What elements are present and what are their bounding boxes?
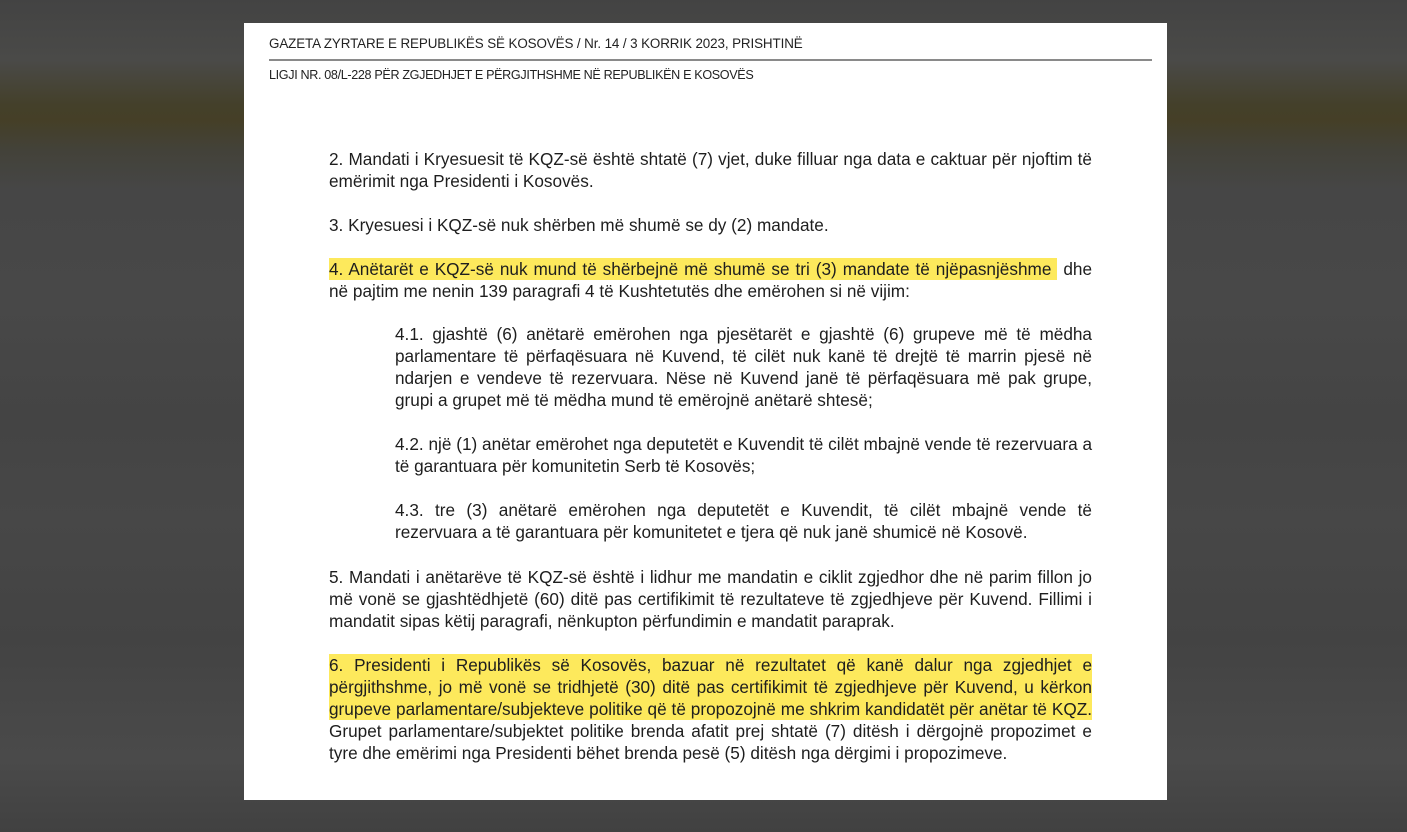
- law-title: LIGJI NR. 08/L-228 PËR ZGJEDHJET E PËRGJITHSHME NË REPUBLIKËN E KOSOVËS: [269, 68, 754, 82]
- paragraph-4-3: 4.3. tre (3) anëtarë emërohen nga deputetët e Kuvendit, të cilët mbajnë vende të rezervuara a të garantuara për komunitetet e tjera që nuk janë shumicë në Kosovë.: [395, 500, 1092, 542]
- paragraph-2: 2. Mandati i Kryesuesit të KQZ-së është shtatë (7) vjet, duke filluar nga data e caktuar për njoftim të emërimit nga Presidenti i Kosovës.: [329, 149, 1092, 191]
- paragraph-4-2: 4.2. një (1) anëtar emërohet nga deputetët e Kuvendit të cilët mbajnë vende të rezervuara a të garantuara për komunitetin Serb të Kosovës;: [395, 434, 1092, 476]
- paragraph-5: 5. Mandati i anëtarëve të KQZ-së është i lidhur me mandatin e ciklit zgjedhor dhe në parim fillon jo më vonë se gjashtëdhjetë (60) ditë pas certifikimit të rezultateve të zgjedhjeve për Kuvend. Fillimi i mandatit sipas këtij paragrafi, nënkupton përfundimin e mandatit paraprak.: [329, 567, 1092, 631]
- header-divider: [269, 59, 1152, 61]
- paragraph-6-rest: Grupet parlamentare/subjektet politike brenda afatit prej shtatë (7) ditësh i dërgojnë propozimet e tyre dhe emërimi nga Presidenti bëhet brenda pesë (5) ditësh nga dërgimi i propozimeve.: [329, 721, 1092, 763]
- document-page: [244, 23, 1167, 800]
- paragraph-3: 3. Kryesuesi i KQZ-së nuk shërben më shumë se dy (2) mandate.: [329, 215, 829, 235]
- paragraph-6: [329, 654, 1092, 764]
- gazette-header: GAZETA ZYRTARE E REPUBLIKËS SË KOSOVËS / Nr. 14 / 3 KORRIK 2023, PRISHTINË: [269, 36, 803, 51]
- paragraph-4-rest: dhe në pajtim me nenin 139 paragrafi 4 të Kushtetutës dhe emërohen si në vijim:: [329, 259, 1092, 301]
- highlighted-text: 6. Presidenti i Republikës së Kosovës, bazuar në rezultatet që kanë dalur nga zgjedhjet e përgjithshme, jo më vonë se tridhjetë (30) ditë pas certifikimit të zgjedhjeve për Kuvend, u kërkon grupeve parlamentare/subjekteve politike që të propozojnë me shkrim kandidatët për anëtar të KQZ.: [329, 655, 1092, 719]
- paragraph-4: [329, 258, 1092, 302]
- highlighted-text: 4. Anëtarët e KQZ-së nuk mund të shërbejnë më shumë se tri (3) mandate të njëpasnjëshme: [329, 258, 1057, 280]
- paragraph-4-1: 4.1. gjashtë (6) anëtarë emërohen nga pjesëtarët e gjashtë (6) grupeve më të mëdha parlamentare të përfaqësuara në Kuvend, të cilët nuk kanë të drejtë të marrin pjesë në ndarjen e vendeve të rezervuara. Nëse në Kuvend janë të përfaqësuara më pak grupe, grupi a grupet më të mëdha mund të emërojnë anëtarë shtesë;: [395, 324, 1092, 410]
